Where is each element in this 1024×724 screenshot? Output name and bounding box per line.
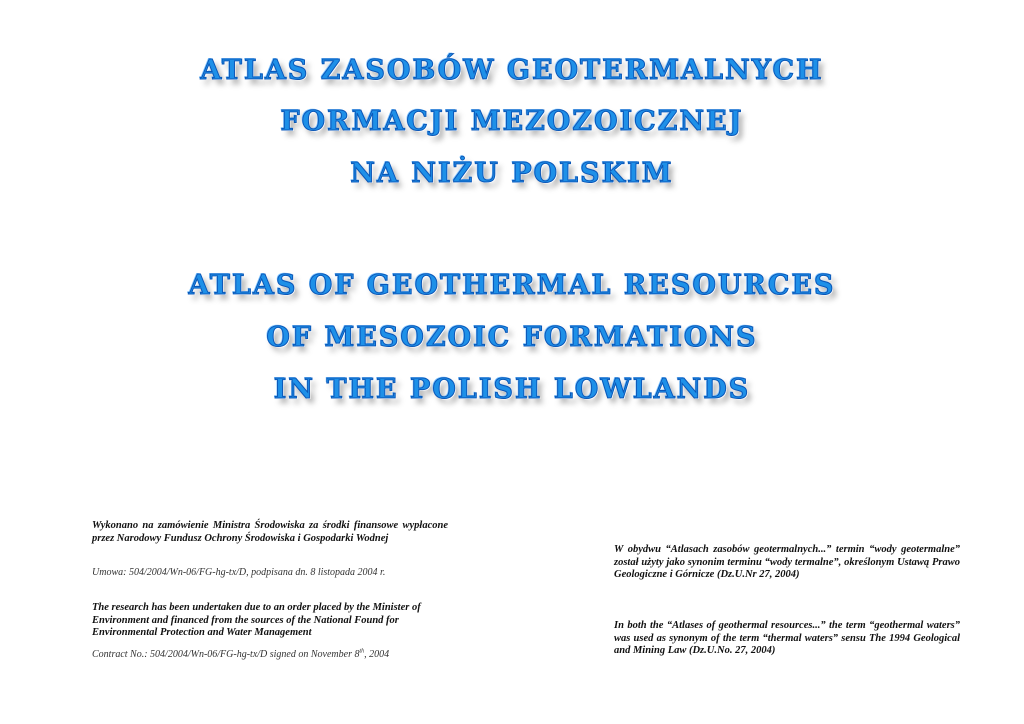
polish-terminology-note: W obydwu “Atlasach zasobów geotermalnych...” termin “wody geotermalne” został użyty jako synonim terminu “wody termalne”, określonym Ustawą Prawo Geologiczne i Górnicze (Dz.U.Nr 27, 2004) (614, 544, 960, 580)
english-title-line-3: IN THE POLISH LOWLANDS (273, 374, 751, 405)
english-funding-note: The research has been undertaken due to an order placed by the Minister of Environment and financed from the sources of the National Found for Environmental Protection and Water Management (92, 602, 421, 638)
english-title-line-1: ATLAS OF GEOTHERMAL RESOURCES (188, 270, 836, 301)
polish-funding-note: Wykonano na zamówienie Ministra Środowiska za środki finansowe wypłacone przez Narodowy Fundusz Ochrony Środowiska i Gospodarki Wodnej (92, 520, 448, 544)
english-contract-note (92, 649, 448, 662)
ordinal-suffix: th (359, 648, 365, 655)
polish-contract-note: Umowa: 504/2004/Wn-06/FG-hg-tx/D, podpisana dn. 8 listopada 2004 r. (92, 567, 386, 578)
english-terminology-note: In both the “Atlases of geothermal resources...” the term “geothermal waters” was used as synonym of the term “thermal waters” sensu The 1994 Geological and Mining Law (Dz.U.No. 27, 2004) (614, 620, 960, 656)
english-contract-text: Contract No.: 504/2004/Wn-06/FG-hg-tx/D signed on November 8 (92, 649, 360, 660)
polish-title-line-2: FORMACJI MEZOZOICZNEJ (280, 106, 744, 137)
english-title-line-2: OF MESOZOIC FORMATIONS (266, 322, 758, 353)
polish-title-line-1: ATLAS ZASOBÓW GEOTERMALNYCH (200, 55, 824, 86)
polish-title-line-3: NA NIŻU POLSKIM (350, 158, 674, 189)
english-contract-year: , 2004 (364, 649, 390, 660)
